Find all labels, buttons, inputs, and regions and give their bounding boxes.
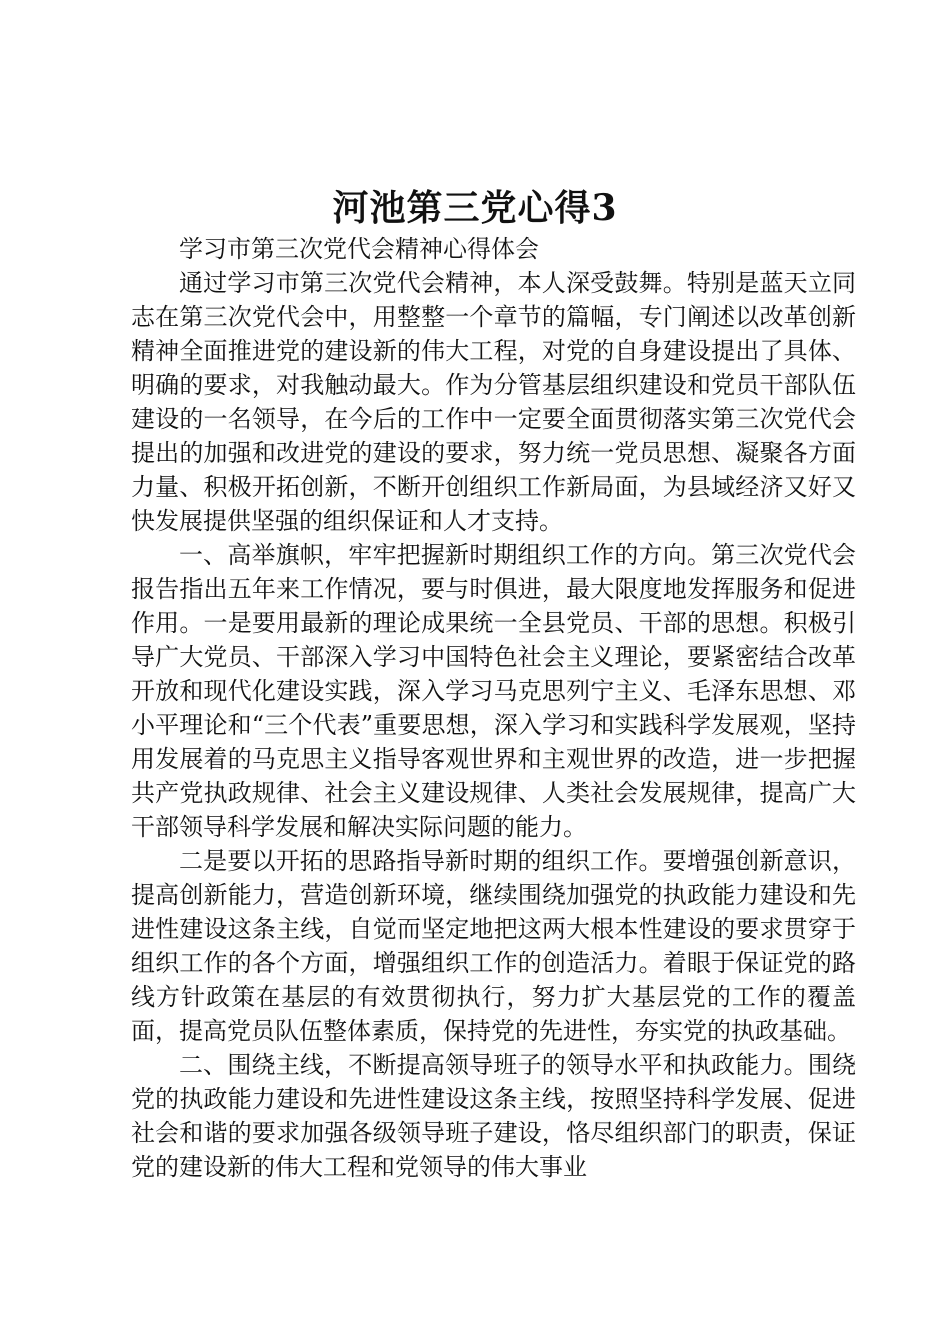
body-paragraph: 通过学习市第三次党代会精神，本人深受鼓舞。特别是蓝天立同志在第三次党代会中，用整整一个章节的篇幅，专门阐述以改革创新精神全面推进党的建设新的伟大工程，对党的自身建设提出了具体、明确的要求，对我触动最大。作为分管基层组织建设和党员干部队伍建设的一名领导，在今后的工作中一定要全面贯彻落实第三次党代会提出的加强和改进党的建设的要求，努力统一党员思想、凝聚各方面力量、积极开拓创新，不断开创组织工作新局面，为县域经济又好又快发展提供坚强的组织保证和人才支持。: [131, 269, 856, 535]
body-paragraph: 二是要以开拓的思路指导新时期的组织工作。要增强创新意识，提高创新能力，营造创新环境，继续围绕加强党的执政能力建设和先进性建设这条主线，自觉而坚定地把这两大根本性建设的要求贯穿于组织工作的各个方面，增强组织工作的创造活力。着眼于保证党的路线方针政策在基层的有效贯彻执行，努力扩大基层党的工作的覆盖面，提高党员队伍整体素质，保持党的先进性，夯实党的执政基础。: [131, 847, 856, 1045]
document-title: 河池第三党心得3: [332, 187, 618, 229]
document-body: [131, 232, 856, 1184]
document-subtitle: 学习市第三次党代会精神心得体会: [179, 235, 539, 263]
body-paragraph: 二、围绕主线，不断提高领导班子的领导水平和执政能力。围绕党的执政能力建设和先进性建设这条主线，按照坚持科学发展、促进社会和谐的要求加强各级领导班子建设，恪尽组织部门的职责，保证党的建设新的伟大工程和党领导的伟大事业: [131, 1051, 856, 1181]
body-paragraph: 一、高举旗帜，牢牢把握新时期组织工作的方向。第三次党代会报告指出五年来工作情况，要与时俱进，最大限度地发挥服务和促进作用。一是要用最新的理论成果统一全县党员、干部的思想。积极引导广大党员、干部深入学习中国特色社会主义理论，要紧密结合改革开放和现代化建设实践，深入学习马克思列宁主义、毛泽东思想、邓小平理论和“三个代表”重要思想，深入学习和实践科学发展观，坚持用发展着的马克思主义指导客观世界和主观世界的改造，进一步把握共产党执政规律、社会主义建设规律、人类社会发展规律，提高广大干部领导科学发展和解决实际问题的能力。: [131, 541, 856, 841]
